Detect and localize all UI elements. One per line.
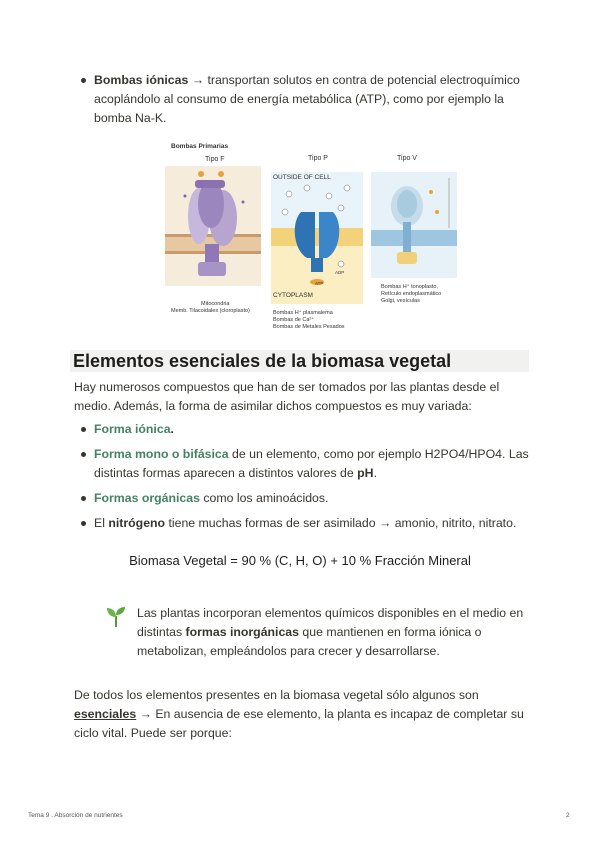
item-punct: .: [373, 466, 377, 480]
item-text: tiene muchas formas de ser asimilado → amonio, nitrito, nitrato.: [165, 516, 517, 530]
section-heading: Elementos esenciales de la biomasa vegetal: [70, 350, 529, 372]
callout-post: que mantienen en forma iónica o metabolizan, empleándolos para crecer y desarrollarse.: [137, 625, 482, 658]
caption-p-1: Bombas H⁺ plasmalema: [273, 310, 333, 316]
item-text: El: [94, 516, 109, 530]
item-text: de un elemento, como por ejemplo H2PO4/HPO4. Las distintas formas aparecen a distintos valores de: [94, 447, 529, 480]
final-pre: De todos los elementos presentes en la biomasa vegetal sólo algunos son: [74, 688, 479, 702]
final-post: → En ausencia de ese elemento, la planta es incapaz de completar su ciclo vital. Puede ser porque:: [74, 707, 524, 740]
formas-inorganicas-term: formas inorgánicas: [185, 625, 299, 639]
label-tipo-v: Tipo V: [397, 155, 417, 162]
outside-of-cell-label: OUTSIDE OF CELL: [273, 174, 331, 181]
primary-pumps-figure: [165, 142, 465, 338]
bombas-ionicas-term: Bombas iónicas: [94, 73, 189, 87]
adp-label: ADP: [335, 270, 345, 275]
caption-v-3: Golgi, vesículas: [381, 298, 420, 304]
footer-topic: Tema 9 . Absorción de nutrientes: [28, 812, 123, 819]
atp-label: ATP: [315, 281, 324, 286]
list-item: [74, 514, 534, 533]
caption-f-2: Memb. Tilacoidales (cloroplasto): [171, 308, 250, 314]
biomass-formula: Biomasa Vegetal = 90 % (C, H, O) + 10 % Fracción Mineral: [129, 553, 471, 568]
list-item: [74, 489, 534, 508]
label-tipo-f: Tipo F: [205, 156, 225, 163]
pump-bullet-list: [74, 71, 534, 128]
list-item: [74, 445, 534, 483]
nitrogeno-term: nitrógeno: [108, 516, 166, 530]
caption-p-3: Bombas de Metales Pesados: [273, 324, 345, 330]
forma-ionica-term: Forma iónica: [94, 422, 171, 436]
caption-f-1: Mitocondria: [201, 301, 230, 307]
formas-organicas-term: Formas orgánicas: [94, 491, 200, 505]
cytoplasm-label: CYTOPLASM: [273, 292, 313, 299]
intro-paragraph: Hay numerosos compuestos que han de ser tomados por las plantas desde el medio. Además, la forma de asimilar dichos compuestos es muy variada:: [74, 380, 500, 413]
caption-p-2: Bombas de Ca²⁺: [273, 317, 315, 323]
callout-text: [137, 604, 527, 661]
page-number: 2: [566, 812, 570, 819]
bullet-text: → transportan solutos en contra de potencial electroquímico acoplándolo al consumo de energía metabólica (ATP), como por ejemplo la bomba Na-K.: [94, 73, 520, 125]
tipo-v-pump-illustration: [371, 172, 457, 278]
list-item: [74, 71, 534, 128]
tipo-f-pump-illustration: [165, 166, 261, 286]
caption-v-2: Retículo endoplasmático: [381, 291, 442, 297]
essentials-paragraph: [74, 686, 530, 743]
figure-title: Bombas Primarias: [171, 143, 229, 150]
callout-box: [104, 602, 534, 662]
label-tipo-p: Tipo P: [308, 155, 328, 162]
esenciales-term: esenciales: [74, 707, 137, 721]
callout-pre: Las plantas incorporan elementos químicos disponibles en el medio en distintas: [137, 606, 524, 639]
item-punct: .: [170, 422, 174, 436]
list-item: [74, 420, 534, 439]
forma-mono-term: Forma mono o bifásica: [94, 447, 229, 461]
forms-list: [74, 420, 534, 539]
caption-v-1: Bombas H⁺ tonoplasto,: [381, 284, 439, 290]
ph-term: pH: [357, 466, 374, 480]
item-text: como los aminoácidos.: [199, 491, 329, 505]
seedling-icon: [106, 606, 126, 628]
